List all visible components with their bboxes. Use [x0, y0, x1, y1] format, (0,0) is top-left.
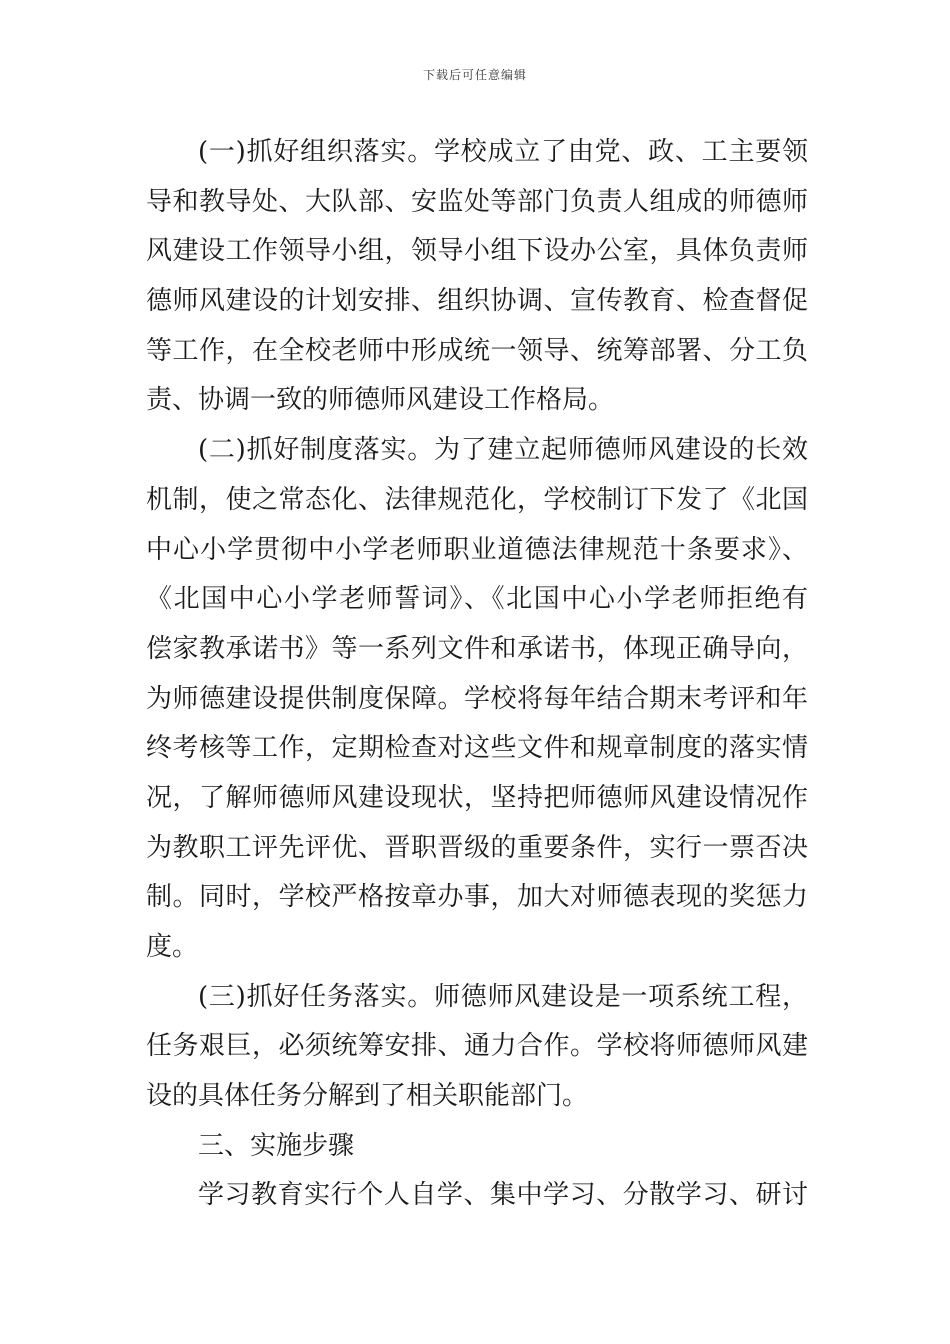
text-line: 为师德建设提供制度保障。学校将每年结合期末考评和年 [146, 683, 808, 714]
text-line: 设的具体任务分解到了相关职能部门。 [146, 1081, 589, 1112]
text-line: 导和教导处、大队部、安监处等部门负责人组成的师德师 [146, 186, 808, 217]
text-line: 度。 [146, 932, 199, 962]
text-line: 终考核等工作，定期检查对这些文件和规章制度的落实情 [146, 733, 808, 764]
text-line: 为教职工评先评优、晋职晋级的重要条件，实行一票否决 [146, 832, 808, 863]
text-line: 责、协调一致的师德师风建设工作格局。 [146, 385, 615, 416]
text-line: 制。同时，学校严格按章办事，加大对师德表现的奖惩力 [146, 882, 808, 913]
section-heading: 三、实施步骤 [198, 1130, 355, 1161]
text-line: (二)抓好制度落实。为了建立起师德师风建设的长效 [198, 435, 808, 466]
text-line: 中心小学贯彻中小学老师职业道德法律规范十条要求》、 [146, 534, 808, 565]
text-line: 偿家教承诺书》等一系列文件和承诺书，体现正确导向， [146, 633, 808, 664]
page-header: 下载后可任意编辑 [422, 68, 527, 82]
text-line: (三)抓好任务落实。师德师风建设是一项系统工程， [198, 981, 808, 1012]
text-line: 风建设工作领导小组，领导小组下设办公室，具体负责师 [146, 236, 808, 267]
text-line: 况，了解师德师风建设现状，坚持把师德师风建设情况作 [146, 782, 808, 813]
text-line: 任务艰巨，必须统筹安排、通力合作。学校将师德师风建 [146, 1031, 808, 1062]
text-line: 等工作，在全校老师中形成统一领导、统筹部署、分工负 [146, 335, 808, 366]
text-line: (一)抓好组织落实。学校成立了由党、政、工主要领 [198, 137, 808, 167]
text-line: 德师风建设的计划安排、组织协调、宣传教育、检查督促 [146, 286, 808, 317]
text-line: 《北国中心小学老师誓词》、《北国中心小学老师拒绝有 [146, 584, 808, 615]
text-line: 机制，使之常态化、法律规范化，学校制订下发了《北国 [146, 484, 808, 515]
text-line: 学习教育实行个人自学、集中学习、分散学习、研讨 [198, 1180, 808, 1211]
document-body [146, 128, 808, 1221]
